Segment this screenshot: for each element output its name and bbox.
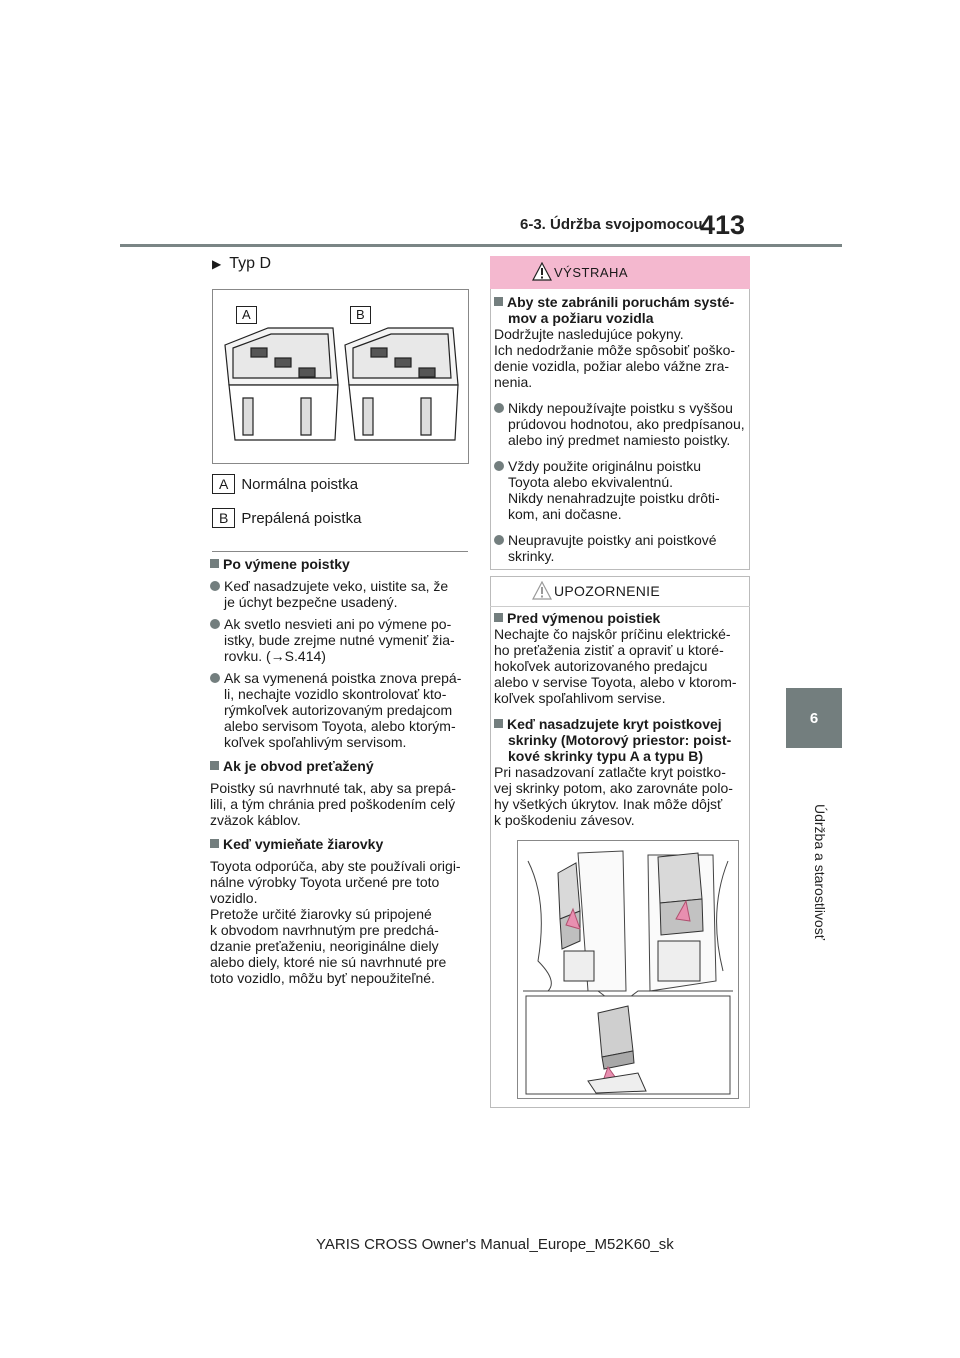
chapter-title: Údržba a starostlivosť xyxy=(812,804,828,940)
legend-key-a: A xyxy=(212,474,235,494)
overload-text: Poistky sú navrhnuté tak, aby sa prepá- lili, a tým chránia pred poškodením celý zväzok káblov. xyxy=(210,780,456,828)
caution-icon xyxy=(532,581,552,600)
legend-key-b: B xyxy=(212,508,235,528)
chapter-number: 6 xyxy=(809,709,819,727)
type-label-text: Typ D xyxy=(229,255,272,272)
square-bullet-icon xyxy=(494,719,503,728)
notice-header xyxy=(490,576,750,607)
legend-item-normal xyxy=(212,474,358,494)
notice-text-fuse-replacement: Nechajte čo najskôr príčinu elektrické- ho preťaženia zistiť a opraviť u ktoré- hokoľvek autorizovaného predajcu alebo v servise Toyota, alebo v ktorom- koľvek spoľahlivom servise. xyxy=(494,626,737,706)
dot-bullet-icon xyxy=(494,535,504,545)
square-bullet-icon xyxy=(210,839,219,848)
notice-heading-cover: Keď nasadzujete kryt poistkovej skrinky (Motorový priestor: poist- kové skrinky typu A a typu B) xyxy=(494,716,746,764)
overload-heading: Ak je obvod preťažený xyxy=(210,758,472,774)
legend-text-normal: Normálna poistka xyxy=(241,475,359,493)
after-replacement-section xyxy=(210,556,472,986)
fuse-box-cover-illustration xyxy=(517,840,739,1099)
page-reference-link[interactable]: rovku. (→S.414) xyxy=(224,648,326,664)
dot-bullet-icon xyxy=(210,673,220,683)
notice-text-cover: Pri nasadzovaní zatlačte kryt poistko- vej skrinky potom, ako zarovnáte polo- hy všetkých úkrytov. Inak môže dôjsť k poškodeniu závesov. xyxy=(494,764,733,828)
list-item: Ak svetlo nesvieti ani po výmene po- istky, bude zrejme nutné vymeniť žia- rovku. (→S.414) xyxy=(210,616,472,664)
dot-bullet-icon xyxy=(494,461,504,471)
fuse-illustration xyxy=(212,289,469,464)
section-title: 6-3. Údržba svojpomocou xyxy=(520,216,703,233)
legend-text-blown: Prepálená poistka xyxy=(241,509,362,527)
after-replacement-heading: Po výmene poistky xyxy=(210,556,472,572)
dot-bullet-icon xyxy=(210,581,220,591)
callout-a: A xyxy=(236,306,257,324)
list-item: Keď nasadzujete veko, uistite sa, že je úchyt bezpečne usadený. xyxy=(210,578,472,610)
warning-intro: Dodržujte nasledujúce pokyny. Ich nedodržanie môže spôsobiť poško- denie vozidla, požiar alebo vážne zra- nenia. xyxy=(494,326,736,390)
page-number: 413 xyxy=(700,210,746,240)
dot-bullet-icon xyxy=(494,403,504,413)
square-bullet-icon xyxy=(494,613,503,622)
warning-header xyxy=(490,256,750,289)
notice-title: UPOZORNENIE xyxy=(554,583,660,599)
list-item: Nikdy nepoužívajte poistku s vyššou prúdovou hodnotou, ako predpísanou, alebo iný predmet namiesto poistky. xyxy=(494,400,746,448)
notice-content xyxy=(494,610,746,828)
square-bullet-icon xyxy=(210,559,219,568)
footer-manual-id: YARIS CROSS Owner's Manual_Europe_M52K60_sk xyxy=(316,1236,674,1253)
list-item: Vždy použite originálnu poistku Toyota alebo ekvivalentnú. Nikdy nenahradzujte poistku drôti- kom, ani dočasne. xyxy=(494,458,746,522)
legend-item-blown xyxy=(212,508,361,528)
triangle-bullet-icon: ▶ xyxy=(212,257,222,271)
fuse-box-drawing xyxy=(518,841,738,1098)
bulbs-heading: Keď vymieňate žiarovky xyxy=(210,836,472,852)
notice-heading-fuse-replacement: Pred výmenou poistiek xyxy=(494,610,746,626)
callout-b: B xyxy=(350,306,371,324)
warning-icon xyxy=(532,262,552,281)
chapter-tab[interactable] xyxy=(786,688,842,748)
header-rule xyxy=(120,244,842,247)
dot-bullet-icon xyxy=(210,619,220,629)
square-bullet-icon xyxy=(210,761,219,770)
warning-title: VÝSTRAHA xyxy=(554,265,629,280)
list-item: Ak sa vymenená poistka znova prepá- li, nechajte vozidlo skontrolovať kto- rýmkoľvek autorizovaným predajcom alebo servisom Toyota, alebo ktorým- koľvek spoľahlivým servisom. xyxy=(210,670,472,750)
warning-heading: Aby ste zabránili poruchám systé- mov a požiaru vozidla xyxy=(494,294,746,326)
square-bullet-icon xyxy=(494,297,503,306)
list-item: Neupravujte poistky ani poistkové skrinky. xyxy=(494,532,746,564)
section-divider xyxy=(212,551,468,552)
bulbs-text: Toyota odporúča, aby ste používali origi- nálne výrobky Toyota určené pre toto vozidlo. Pretože určité žiarovky sú pripojené k obvodom navrhnutým pre predchá- dzanie preťaženiu, neoriginálne diely alebo diely, ktoré nie sú navrhnuté pre toto vozidlo, môžu byť nepoužiteľné. xyxy=(210,858,461,986)
type-label xyxy=(212,255,271,273)
warning-content xyxy=(494,294,746,564)
